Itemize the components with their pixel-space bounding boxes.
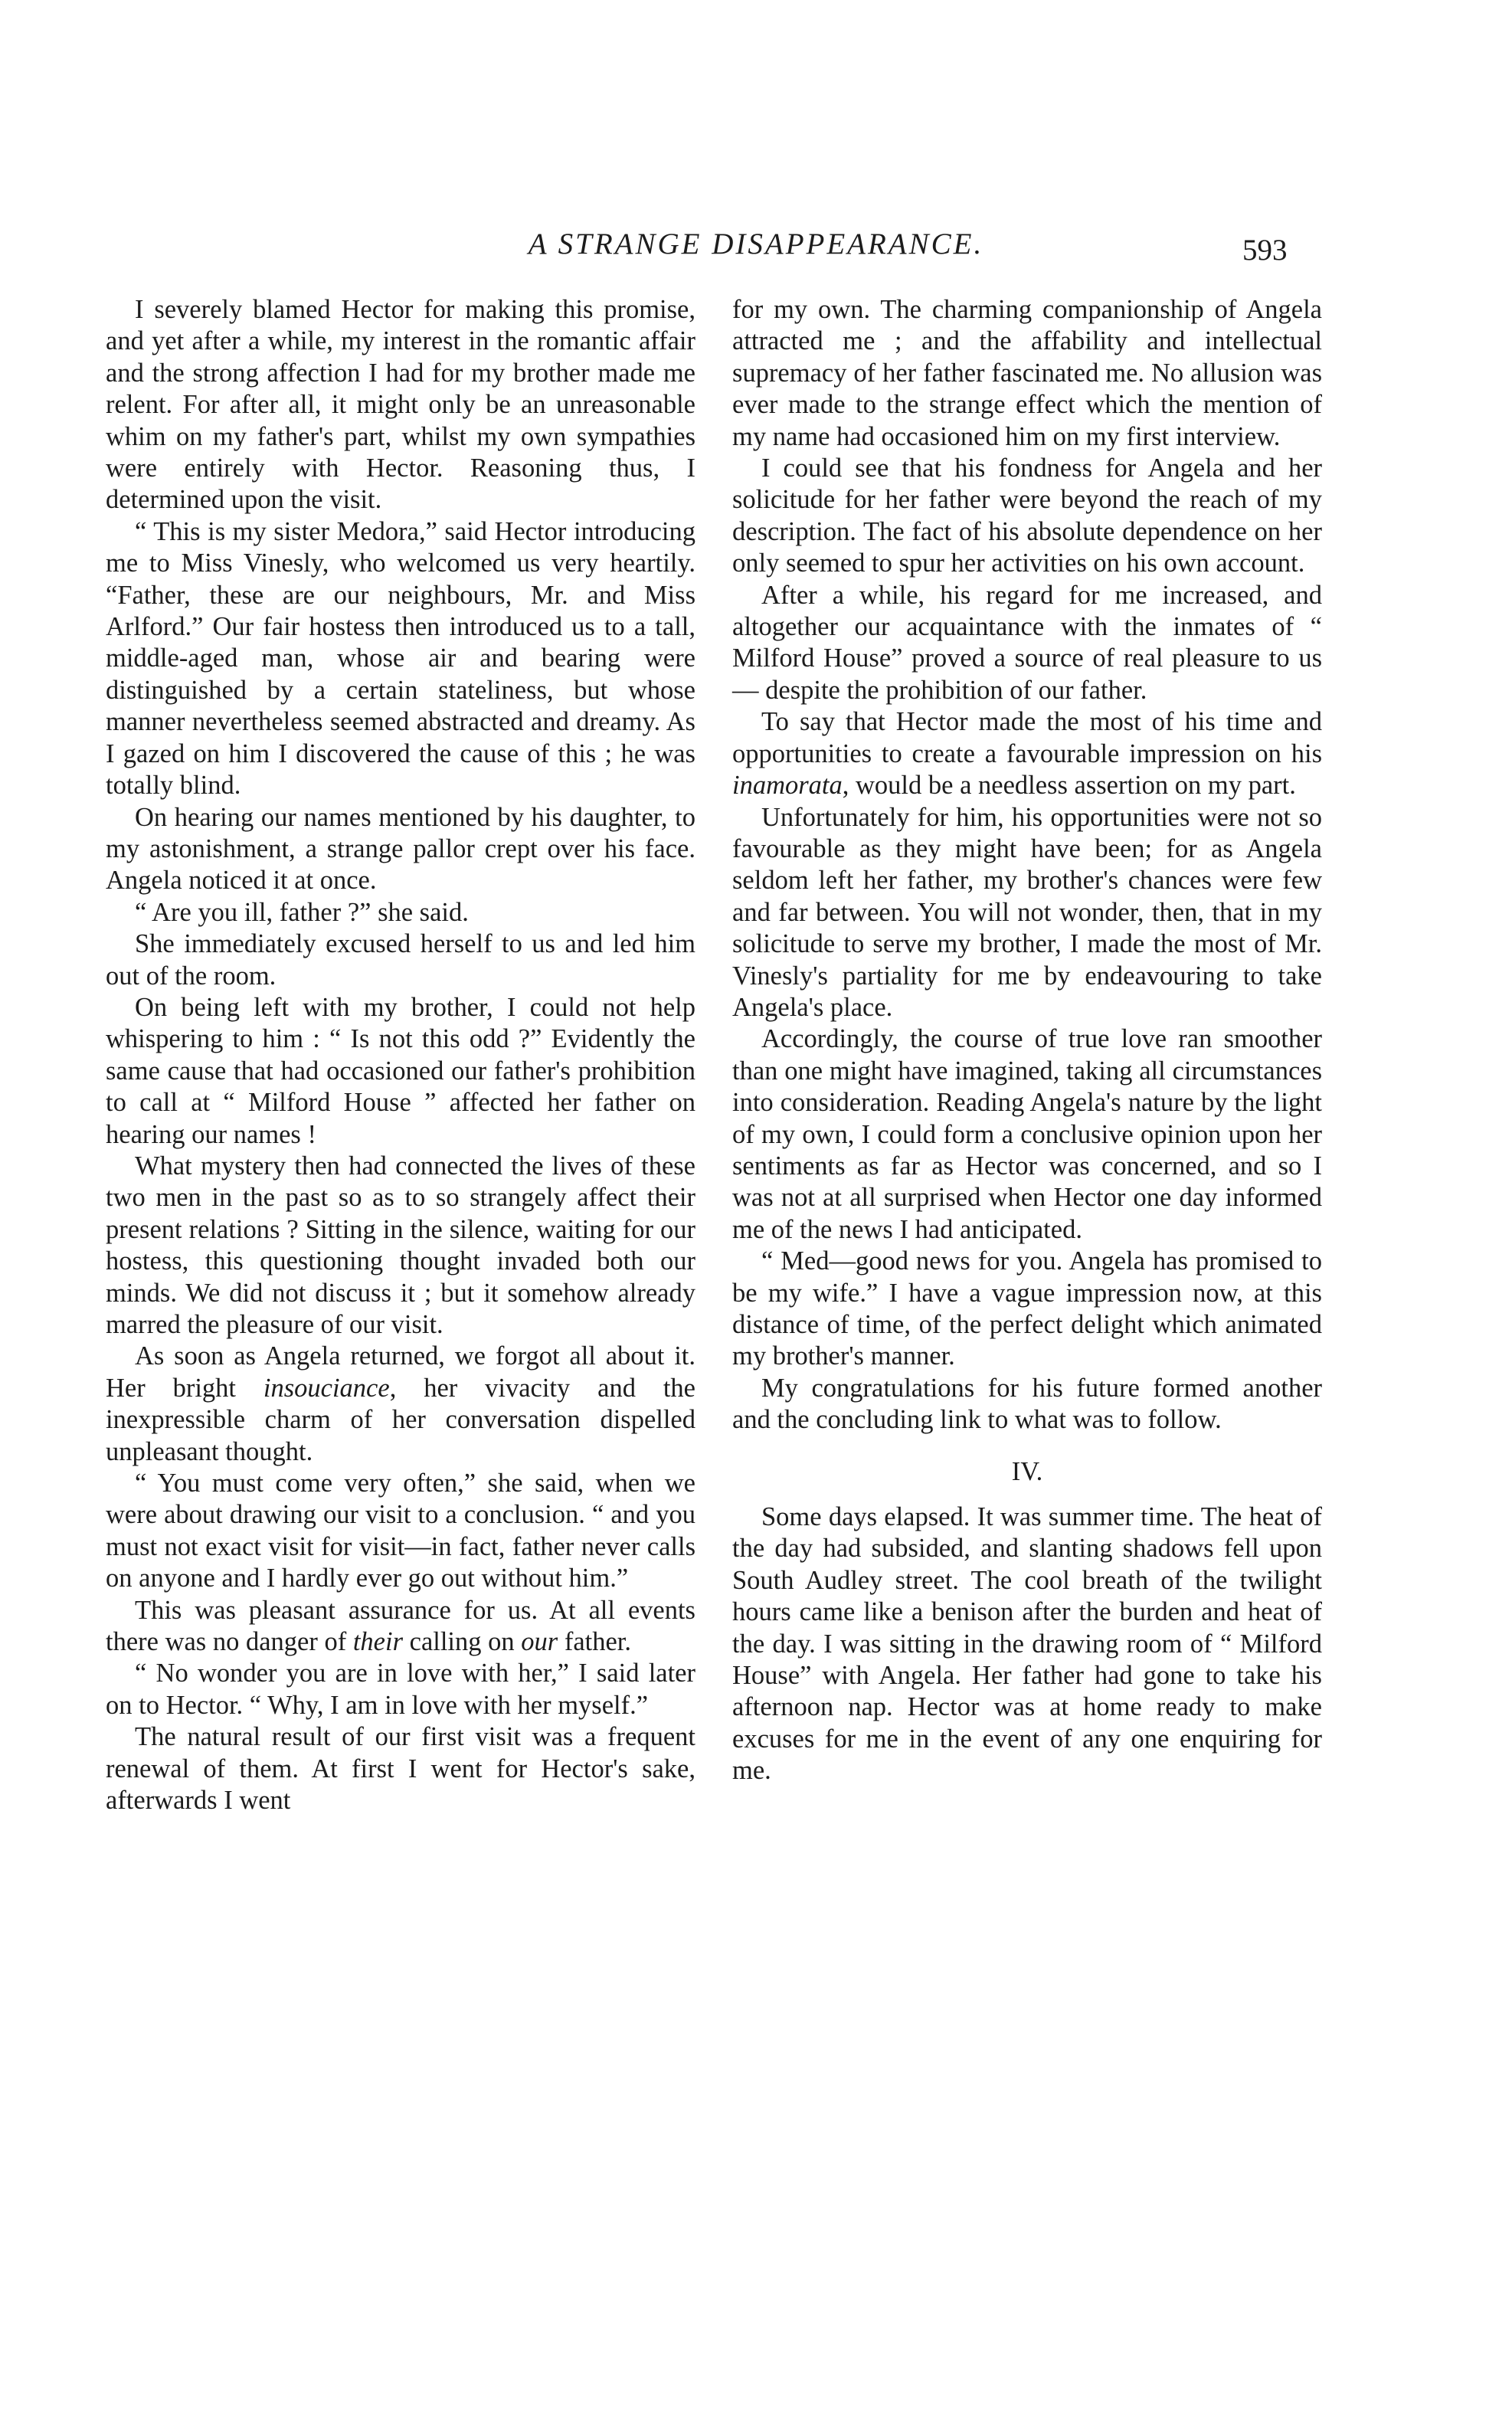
text-run: As soon as Angela returned, we forgot all about it. Her bright [106,1341,695,1403]
right-column [732,294,1322,1787]
paragraph [732,706,1322,801]
paragraph: What mystery then had connected the lives of these two men in the past so as to so strangely affect their present relations ? Sitting in the silence, waiting for our hostess, this questioning thought invaded both our minds. We did not discuss it ; but it somehow already marred the pleasure of our visit. [106,1151,695,1339]
paragraph: “ This is my sister Medora,” said Hector introducing me to Miss Vinesly, who welcomed us very heartily. “Father, these are our neighbours, Mr. and Miss Arlford.” Our fair hostess then introduced us to a tall, middle-aged man, whose air and bearing were distinguished by a certain stateliness, but whose manner nevertheless seemed abstracted and dreamy. As I gazed on him I discovered the cause of this ; he was totally blind. [106,516,695,801]
italic-text: inamorata [732,771,843,801]
paragraph [106,1341,695,1468]
running-title: A STRANGE DISAPPEARANCE. [528,228,984,260]
italic-text: our [521,1627,558,1657]
paragraph: Unfortunately for him, his opportunities were not so favourable as they might have been; for as Angela seldom left her father, my brother's chances were few and far between. You will not wonder, then, that in my solicitude to serve my brother, I made the most of Mr. Vinesly's partiality for me by endeavouring to take Angela's place. [732,802,1322,1022]
paragraph: On being left with my brother, I could not help whispering to him : “ Is not this odd ?” Evidently the same cause that had occasioned our father's prohibition to call at “ Milford House ” affected her father on hearing our names ! [106,992,695,1149]
paragraph: Some days elapsed. It was summer time. The heat of the day had subsided, and slanting shadows fell upon South Audley street. The cool breath of the twilight hours came like a benison after the burden and heat of the day. I was sitting in the drawing room of “ Milford House” with Angela. Her father had gone to take his afternoon nap. Hector was at home ready to make excuses for me in the event of any one enquiring for me. [732,1502,1322,1786]
paragraph: “ You must come very often,” she said, when we were about drawing our visit to a conclusion. “ and you must not exact visit for visit—in fact, father never calls on anyone and I hardly ever go out without him.” [106,1469,695,1593]
paragraph: for my own. The charming companionship of Angela attracted me ; and the affability and intellectual supremacy of her father fascinated me. No allusion was ever made to the strange effect which the mention of my name had occasioned him on my first interview. [732,295,1322,451]
text-run: father. [558,1627,632,1657]
text-run: This was pleasant assurance for us. At all events there was no danger of [106,1595,695,1657]
paragraph: The natural result of our first visit was a frequent renewal of them. At first I went for Hector's sake, afterwards I went [106,1722,695,1816]
text-run: , her vivacity and the inexpressible charm of her conversation dispelled unpleasant thought. [106,1373,695,1466]
italic-text: their [352,1627,404,1657]
paragraph: “ Med—good news for you. Angela has promised to be my wife.” I have a vague impression now, at this distance of time, of the perfect delight which animated my brother's manner. [732,1246,1322,1371]
paragraph: Accordingly, the course of true love ran smoother than one might have imagined, taking all circumstances into consideration. Reading Angela's nature by the light of my own, I could form a conclusive opinion upon her sentiments as far as Hector was concerned, and so I was not at all surprised when Hector one day informed me of the news I had anticipated. [732,1024,1322,1244]
paragraph: After a while, his regard for me increased, and altogether our acquaintance with the inmates of “ Milford House” proved a source of real pleasure to us — despite the prohibition of our father. [732,580,1322,705]
text-run: To say that Hector made the most of his time and opportunities to create a favourable impression on his [732,707,1322,768]
paragraph: “ No wonder you are in love with her,” I said later on to Hector. “ Why, I am in love with her myself.” [106,1659,695,1720]
section-heading: IV. [1011,1456,1043,1486]
paragraph: “ Are you ill, father ?” she said. [135,897,469,927]
page-number: 593 [1242,234,1288,267]
paragraph: On hearing our names mentioned by his daughter, to my astonishment, a strange pallor crept over his face. Angela noticed it at once. [106,802,695,896]
paragraph: She immediately excused herself to us and led him out of the room. [106,929,695,991]
left-column [106,294,695,1817]
paragraph: My congratulations for his future formed another and the concluding link to what was to follow. [732,1373,1322,1435]
paragraph: I could see that his fondness for Angela and her solicitude for her father were beyond the reach of my description. The fact of his absolute dependence on her only seemed to spur her activities on his own account. [732,454,1322,578]
paragraph [106,1595,695,1659]
text-run: , would be a needless assertion on my part. [842,771,1296,801]
italic-text: insouciance [263,1373,390,1403]
paragraph: I severely blamed Hector for making this promise, and yet after a while, my interest in the romantic affair and the strong affection I had for my brother made me relent. For after all, it might only be an unreasonable whim on my father's part, whilst my own sympathies were entirely with Hector. Reasoning thus, I determined upon the visit. [106,295,695,515]
text-run: calling on [403,1627,522,1657]
